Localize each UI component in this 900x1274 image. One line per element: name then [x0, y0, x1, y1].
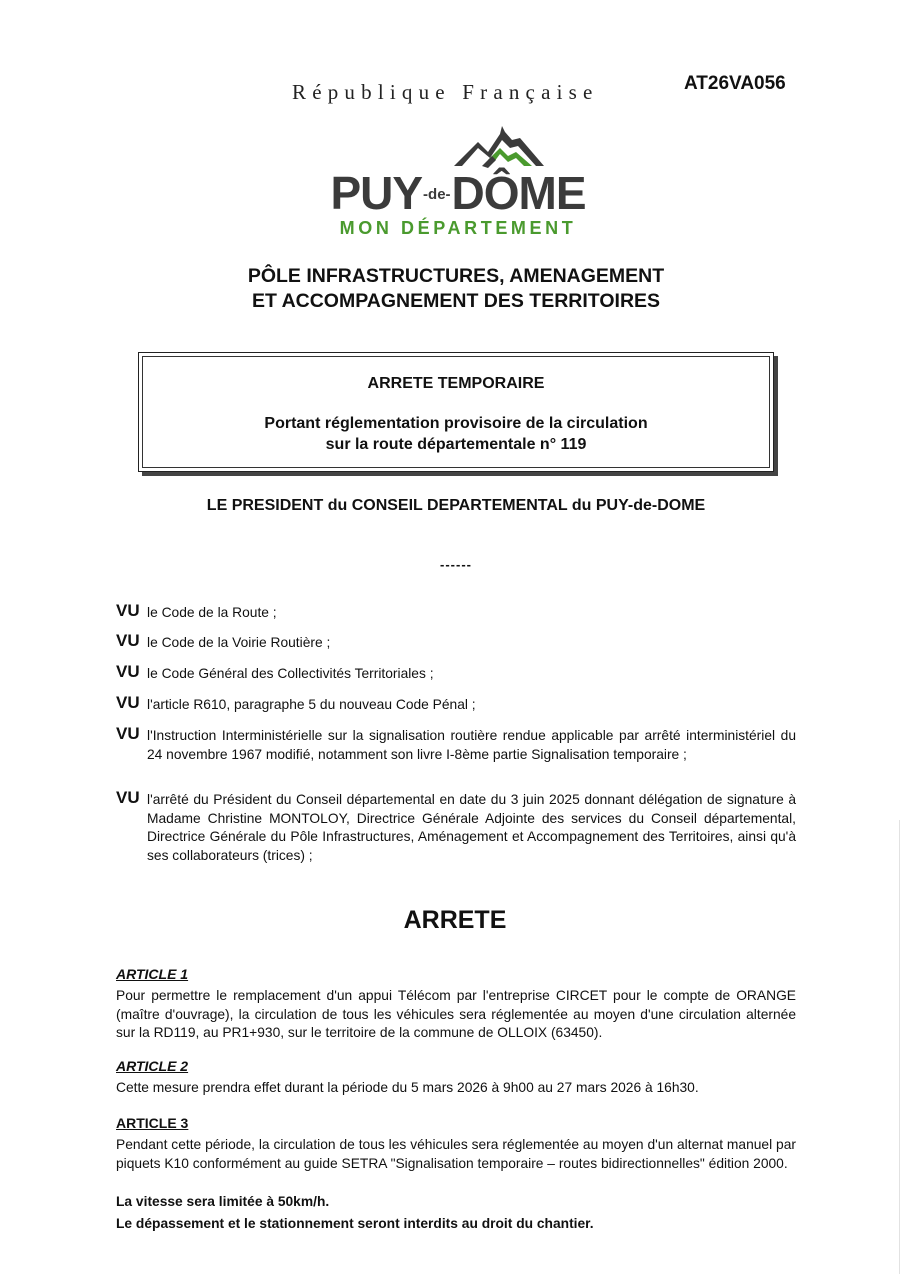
vu-item [116, 631, 796, 653]
mountain-icon [448, 126, 548, 172]
puy-de-dome-logo [318, 126, 598, 242]
vu-text: le Code de la Voirie Routière ; [147, 635, 331, 650]
article-2-heading: ARTICLE 2 [116, 1058, 189, 1074]
arrete-temporaire-title: ARRETE TEMPORAIRE [367, 375, 545, 392]
pole-line-1: PÔLE INFRASTRUCTURES, AMENAGEMENT [247, 265, 665, 287]
article-2-text: Cette mesure prendra effet durant la période du 5 mars 2026 à 9h00 au 27 mars 2026 à 16h30. [116, 1080, 699, 1095]
vu-text: le Code Général des Collectivités Territoriales ; [147, 666, 434, 681]
vu-keyword: VU [116, 724, 140, 743]
article-3-overtaking-rule: Le dépassement et le stationnement seront interdits au droit du chantier. [116, 1216, 594, 1231]
pole-title [0, 264, 900, 314]
arrete-subtitle [139, 413, 773, 455]
article-3-heading: ARTICLE 3 [116, 1115, 189, 1131]
article-1-heading: ARTICLE 1 [116, 966, 189, 982]
vu-keyword: VU [116, 631, 140, 650]
vu-item [116, 788, 796, 865]
vu-text: l'arrêté du Président du Conseil départemental en date du 3 juin 2025 donnant délégation de signature à Madame Christine MONTOLOY, Directrice Générale Adjointe des services du Conseil départemental, Directrice Générale du Pôle Infrastructures, Aménagement et Accompagnement des Territoires, ainsi qu'à ses collaborateurs (trices) ; [147, 792, 796, 863]
arrete-heading: ARRETE [403, 906, 507, 934]
separator-dashes: ------ [440, 557, 472, 572]
vu-item [116, 693, 796, 715]
pole-line-2: ET ACCOMPAGNEMENT DES TERRITOIRES [251, 290, 661, 312]
vu-item [116, 601, 796, 623]
vu-text: l'article R610, paragraphe 5 du nouveau Code Pénal ; [147, 697, 476, 712]
vu-item [116, 724, 796, 764]
logo-tagline: MON DÉPARTEMENT [339, 218, 577, 238]
subtitle-line-2: sur la route départementale n° 119 [325, 436, 587, 453]
vu-keyword: VU [116, 693, 140, 712]
subtitle-line-1: Portant réglementation provisoire de la circulation [264, 415, 648, 432]
article-1-text: Pour permettre le remplacement d'un appui Télécom par l'entreprise CIRCET pour le compte de ORANGE (maître d'ouvrage), la circulation de tous les véhicules sera réglementée au moyen d'une circulation alternée sur la RD119, au PR1+930, sur le territoire de la commune de OLLOIX (63450). [116, 988, 796, 1041]
article-3-text: Pendant cette période, la circulation de tous les véhicules sera réglementée au moyen d'un alternat manuel par piquets K10 conformément au guide SETRA "Signalisation temporaire – routes bidirectionnelles" édition 2000. [116, 1137, 796, 1171]
vu-keyword: VU [116, 662, 140, 681]
vu-keyword: VU [116, 788, 140, 807]
document-reference: AT26VA056 [684, 73, 786, 94]
title-box [138, 352, 774, 472]
president-heading: LE PRESIDENT du CONSEIL DEPARTEMENTAL du PUY-de-DOME [206, 497, 706, 514]
republique-francaise: République Française [292, 80, 599, 104]
vu-text: le Code de la Route ; [147, 605, 277, 620]
vu-item [116, 662, 796, 684]
logo-puy: PUY [330, 167, 423, 219]
logo-dome: DÔME [451, 167, 586, 219]
article-3-speed-limit: La vitesse sera limitée à 50km/h. [116, 1194, 330, 1209]
vu-keyword: VU [116, 601, 140, 620]
logo-de: -de- [423, 186, 451, 203]
vu-text: l'Instruction Interministérielle sur la signalisation routière rendue applicable par arrêté interministériel du 24 novembre 1967 modifié, notamment son livre I-8ème partie Signalisation temporaire ; [147, 728, 796, 762]
logo-wordmark [318, 167, 598, 219]
